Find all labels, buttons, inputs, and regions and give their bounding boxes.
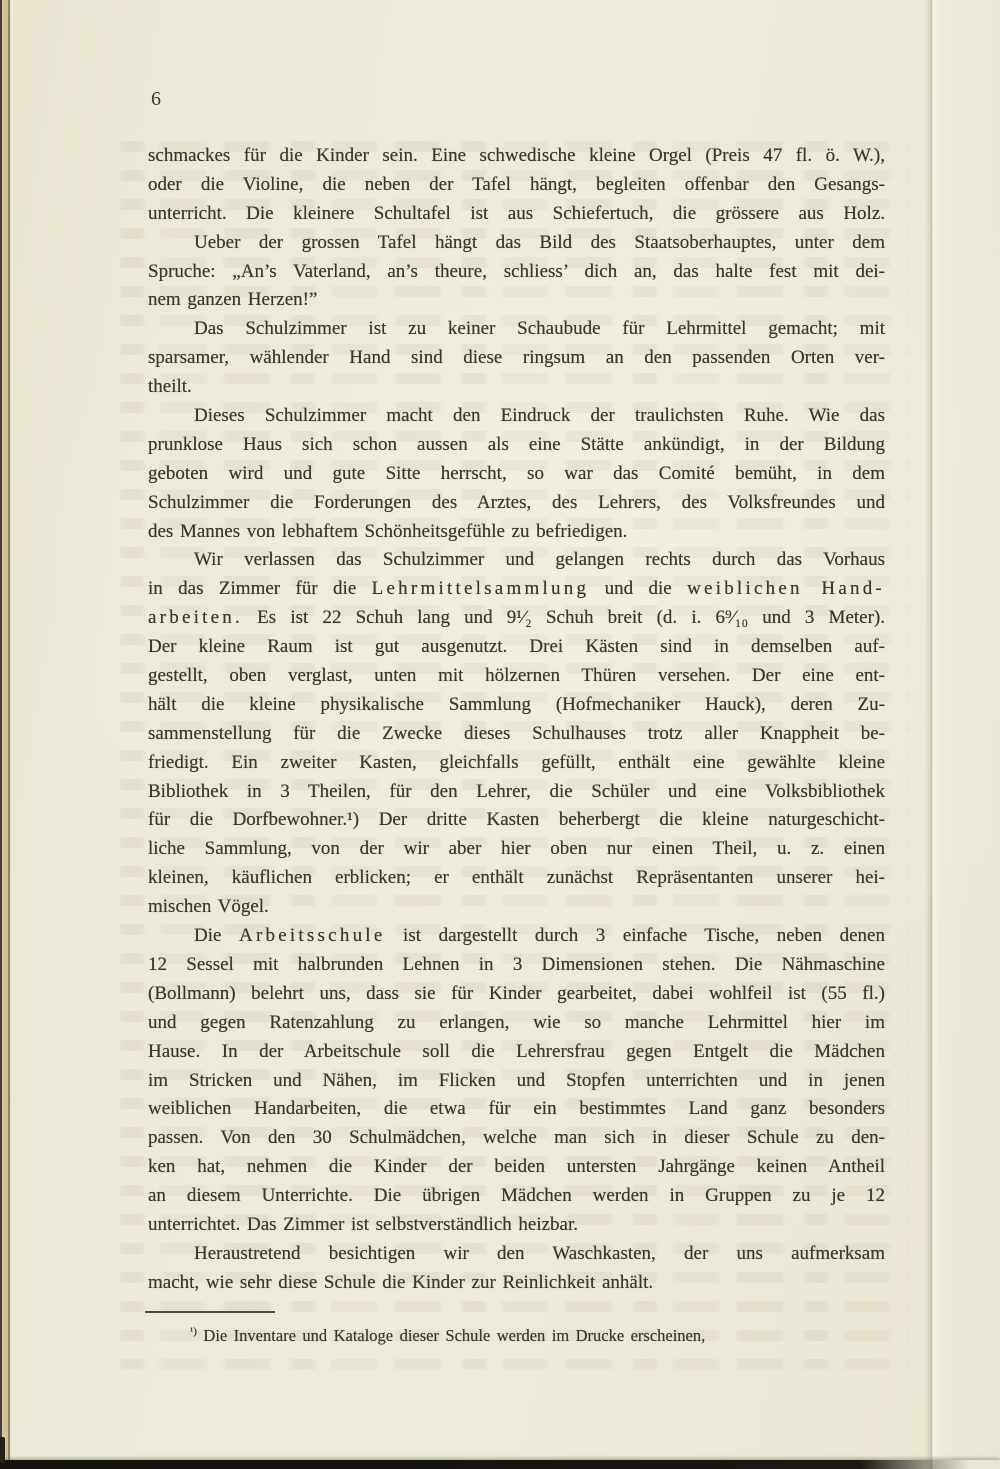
footnote-marker: ¹) (190, 1325, 197, 1338)
text-line: Bibliothek in 3 Theilen, für den Lehrer, die Schüler und eine Volksbibliothek (148, 780, 885, 802)
footnote-rule (145, 1311, 275, 1313)
text-line: 12 Sessel mit halbrunden Lehnen in 3 Dimensionen stehen. Die Nähmaschine (148, 953, 885, 975)
text-line: für die Dorfbewohner.¹) Der dritte Kasten beherbergt die kleine naturgeschicht- (148, 809, 885, 831)
text-line: Die Arbeitsschule ist dargestellt durch 3 einfache Tische, neben denen (194, 925, 885, 947)
text-line: sparsamer, wählender Hand sind diese ringsum an den passenden Orten ver- (148, 347, 885, 369)
text-line: unterrichtet. Das Zimmer ist selbstverständlich heizbar. (148, 1213, 579, 1235)
gutter-shadow-mark (0, 1437, 5, 1463)
text-line: macht, wie sehr diese Schule die Kinder zur Reinlichkeit anhält. (148, 1271, 654, 1293)
text-line: Das Schulzimmer ist zu keiner Schaubude für Lehrmittel gemacht; mit (194, 318, 885, 340)
text-line: mischen Vögel. (148, 896, 269, 918)
text-line: Ueber der grossen Tafel hängt das Bild des Staatsoberhauptes, unter dem (194, 231, 885, 253)
text-line: liche Sammlung, von der wir aber hier oben nur einen Theil, u. z. einen (148, 838, 885, 860)
page-number: 6 (151, 88, 162, 110)
footnote-body: Die Inventare und Kataloge dieser Schule werden im Drucke erscheinen, (196, 1326, 706, 1345)
text-line: friedigt. Ein zweiter Kasten, gleichfalls gefüllt, enthält eine gewählte kleine (148, 751, 885, 773)
text-line: prunklose Haus sich schon aussen als eine Stätte ankündigt, in der Bildung (148, 433, 885, 455)
text-line: in das Zimmer für die Lehrmittelsammlung und die weiblichen Hand- (148, 578, 885, 600)
text-line: (Bollmann) belehrt uns, dass sie für Kinder gearbeitet, dabei wohlfeil ist (55 fl.) (148, 982, 885, 1004)
text-block (148, 142, 885, 1298)
text-line: passen. Von den 30 Schulmädchen, welche man sich in dieser Schule zu den- (148, 1127, 885, 1149)
text-line: Wir verlassen das Schulzimmer und gelangen rechts durch das Vorhaus (194, 549, 885, 571)
text-line: im Stricken und Nähen, im Flicken und Stopfen unterrichten und in jenen (148, 1069, 885, 1091)
text-line: an diesem Unterrichte. Die übrigen Mädchen werden in Gruppen zu je 12 (148, 1185, 885, 1207)
text-line: des Mannes von lebhaftem Schönheitsgefühle zu befriedigen. (148, 520, 628, 542)
text-line: geboten wird und gute Sitte herrscht, so war das Comité bemüht, in dem (148, 462, 885, 484)
text-line: nem ganzen Herzen!” (148, 289, 318, 311)
text-line: ken hat, nehmen die Kinder der beiden untersten Jahrgänge keinen Antheil (148, 1156, 885, 1178)
text-line: und gegen Ratenzahlung zu erlangen, wie so manche Lehrmittel hier im (148, 1011, 885, 1033)
text-line: sammenstellung für die Zwecke dieses Schulhauses trotz aller Knappheit be- (148, 722, 885, 744)
book-bottom-edge (0, 1460, 1000, 1469)
text-line: Der kleine Raum ist gut ausgenutzt. Drei Kästen sind in demselben auf- (148, 636, 885, 658)
text-line: Spruche: „An’s Vaterland, an’s theure, schliess’ dich an, das halte fest mit dei- (148, 260, 885, 282)
footnote-text (148, 1323, 885, 1348)
text-line: unterricht. Die kleinere Schultafel ist aus Schiefertuch, die grössere aus Holz. (148, 202, 885, 224)
text-line: arbeiten. Es ist 22 Schuh lang und 9¹⁄₂ Schuh breit (d. i. 6⁹⁄₁₀ und 3 Meter). (148, 607, 885, 629)
text-line: schmackes für die Kinder sein. Eine schwedische kleine Orgel (Preis 47 fl. ö. W.), (148, 145, 885, 166)
binding-gutter-edge (0, 0, 13, 1469)
footnote-area (148, 1298, 885, 1348)
text-line: gestellt, oben verglast, unten mit hölzernen Thüren versehen. Der eine ent- (148, 665, 885, 687)
text-line: oder die Violine, die neben der Tafel hängt, begleiten offenbar den Gesangs- (148, 173, 885, 195)
text-line: Schulzimmer die Forderungen des Arztes, des Lehrers, des Volksfreundes und (148, 491, 885, 513)
text-line: theilt. (148, 376, 192, 398)
text-line: Heraustretend besichtigen wir den Waschkasten, der uns aufmerksam (194, 1242, 885, 1264)
page-right-crease (925, 0, 1000, 1469)
text-line: Hause. In der Arbeitschule soll die Lehrersfrau gegen Entgelt die Mädchen (148, 1040, 885, 1062)
text-line: weiblichen Handarbeiten, die etwa für ein bestimmtes Land ganz besonders (148, 1098, 885, 1120)
text-line: Dieses Schulzimmer macht den Eindruck der traulichsten Ruhe. Wie das (194, 405, 885, 427)
text-line: kleinen, käuflichen erblicken; er enthält zunächst Repräsentanten unserer hei- (148, 867, 885, 889)
text-line: hält die kleine physikalische Sammlung (Hofmechaniker Hauck), deren Zu- (148, 693, 885, 715)
